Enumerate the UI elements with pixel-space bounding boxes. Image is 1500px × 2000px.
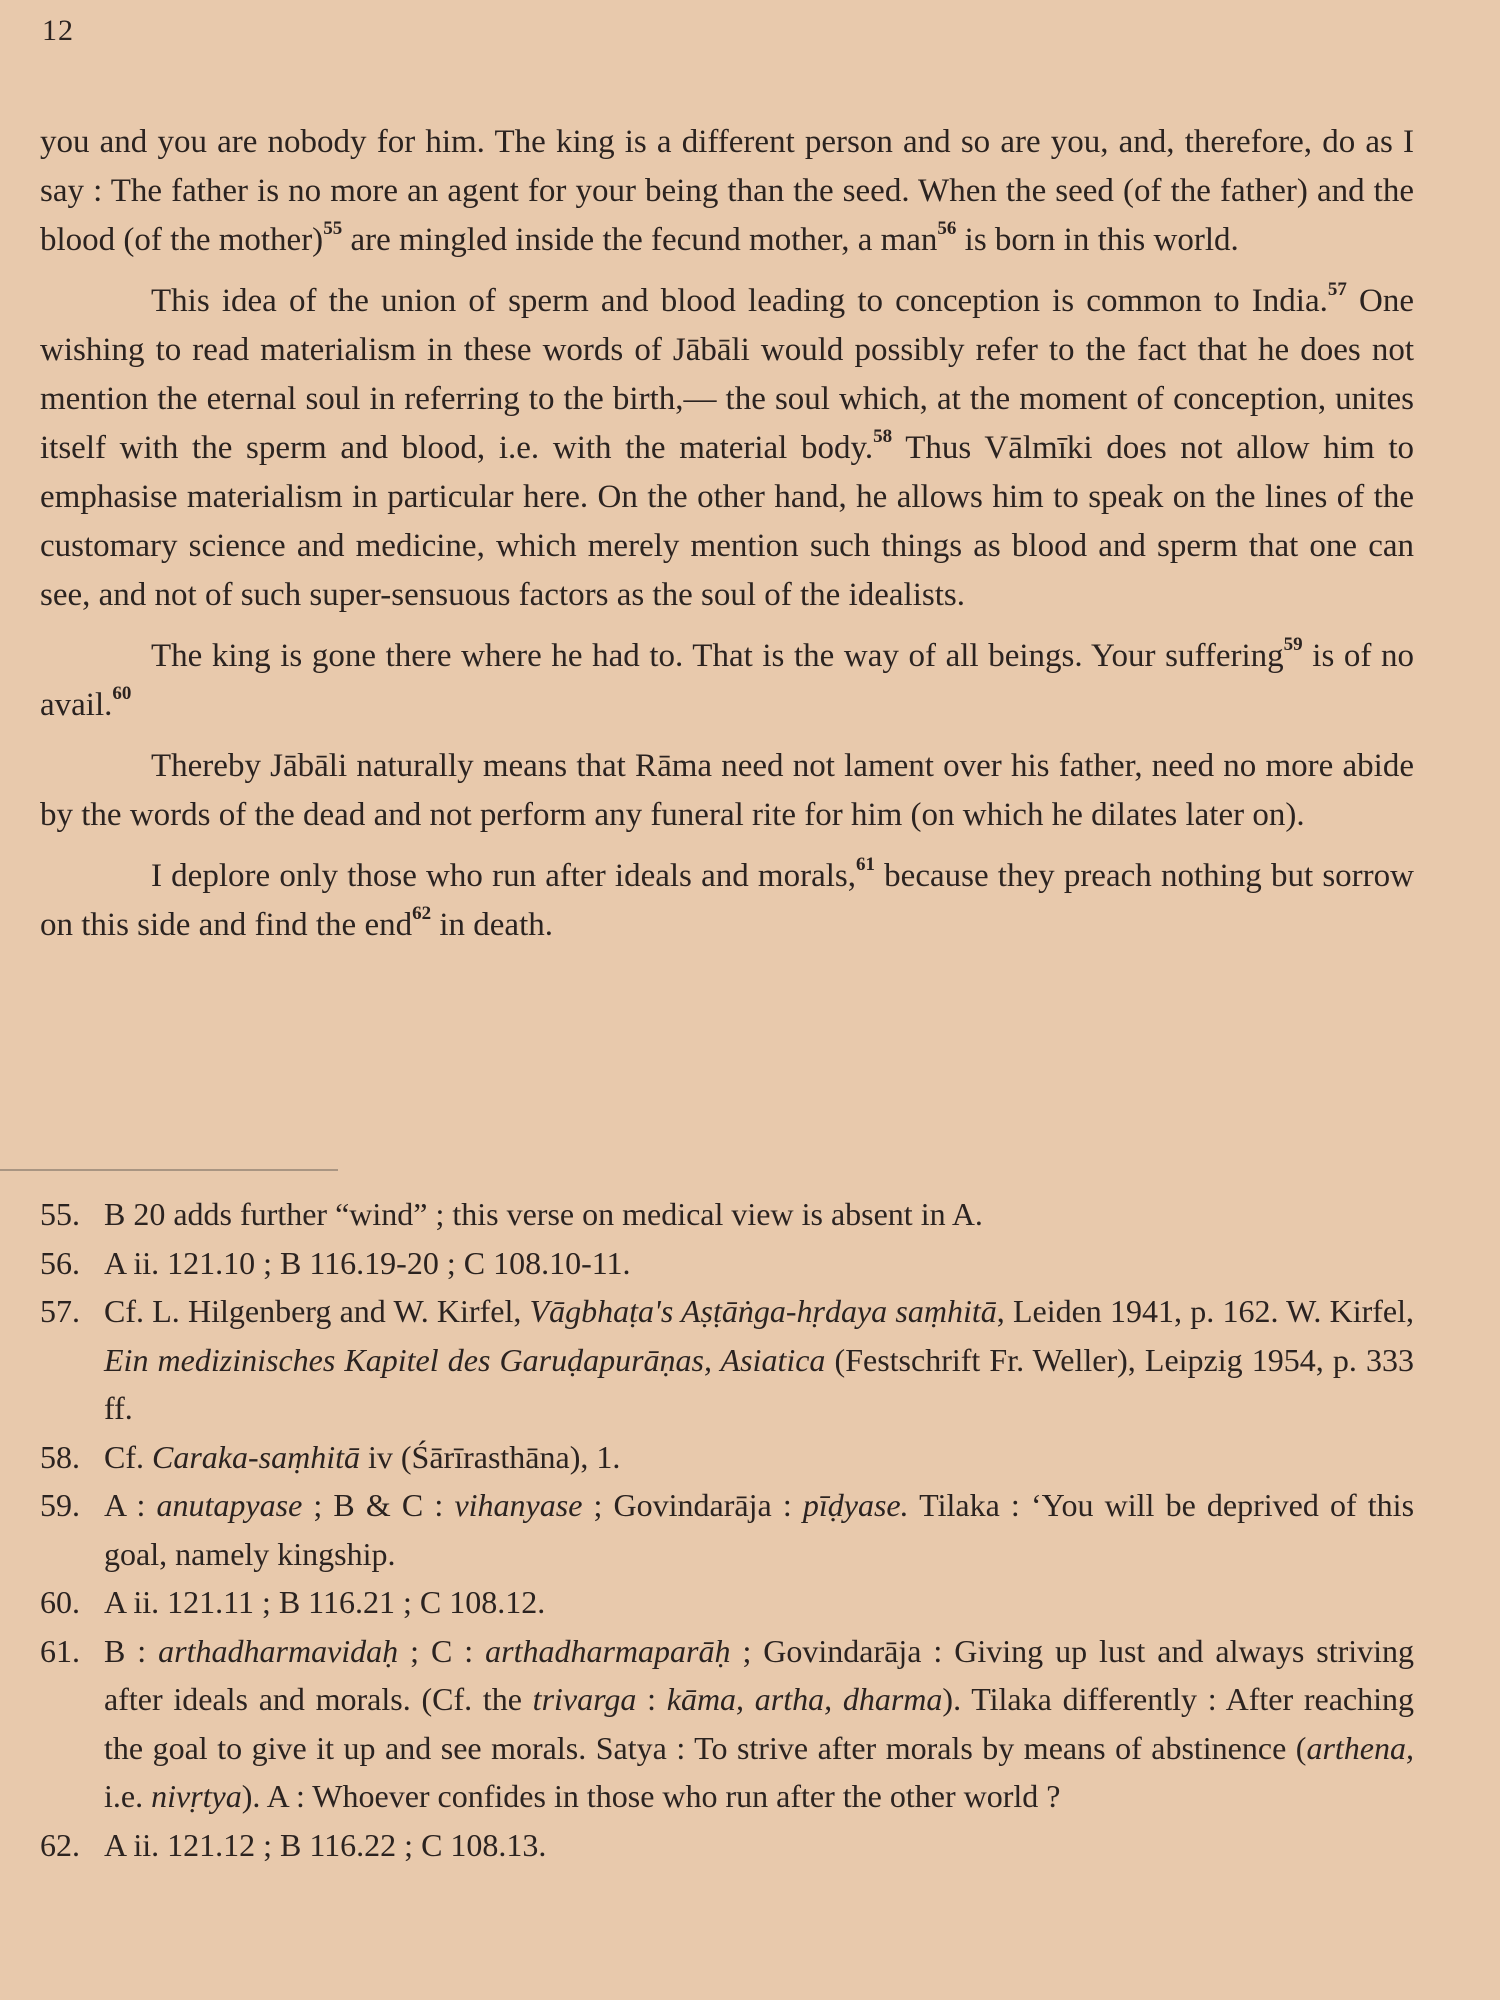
footnote-62: 62. A ii. 121.12 ; B 116.22 ; C 108.13.: [40, 1821, 1414, 1870]
footnote-number: 58.: [40, 1438, 80, 1475]
paragraph-2: This idea of the union of sperm and blood leading to conception is common to India.$^{57}$ One wishing to read materialism in these words of Jābāli would possibly refer to the fact that he does not mention the eternal soul in referring to the birth,— the soul which, at the moment of conception, unites itself with the sperm and blood, i.e. with the material body.$^{58}$ Thus Vālmīki does not allow him to emphasise materialism in particular here. On the other hand, he allows him to speak on the lines of the customary science and medicine, which merely mention such things as blood and sperm that one can see, and not of such super-sensuous factors as the soul of the idealists.: [40, 279, 1414, 613]
footnote-56: 56. A ii. 121.10 ; B 116.19-20 ; C 108.10-11.: [40, 1239, 1414, 1288]
footnote-number: 56.: [40, 1244, 80, 1281]
footnote-number: 60.: [40, 1584, 80, 1620]
footnote-number: 57.: [40, 1293, 80, 1329]
paragraph-5: I deplore only those who run after ideals and morals,$^{61}$ because they preach nothing but sorrow on this side and find the end$^{62}$ in death.: [40, 854, 1414, 943]
footnote-60: 60. A ii. 121.11 ; B 116.21 ; C 108.12.: [40, 1578, 1414, 1627]
footnote-57: 57. Cf. L. Hilgenberg and W. Kirfel, Vāgbhaṭa's Aṣṭāṅga-hṛdaya saṃhitā, Leiden 1941, p. 162. W. Kirfel, Ein medizinisches Kapitel des Garuḍapurāṇas, Asiatica (Festschrift Fr. Weller), Leipzig 1954, p. 333 ff.: [40, 1287, 1414, 1433]
footnote-number: 62.: [40, 1826, 80, 1863]
footnote-58: 58. Cf. Caraka-saṃhitā iv (Śārīrasthāna), 1.: [40, 1433, 1414, 1482]
footnote-number: 59.: [40, 1487, 80, 1523]
footnote-ref-58: 58: [873, 426, 893, 447]
footnote-ref-59: 59: [1283, 634, 1303, 655]
footnote-number: 61.: [40, 1632, 80, 1669]
footnote-number: 55.: [40, 1196, 80, 1232]
page-number: 12: [42, 14, 74, 47]
footnote-ref-61: 61: [855, 854, 875, 875]
paragraph-4: Thereby Jābāli naturally means that Rāma need not lament over his father, need no more abide by the words of the dead and not perform any funeral rite for him (on which he dilates later on).: [40, 748, 1414, 833]
footnote-55: 55. B 20 adds further “wind” ; this verse on medical view is absent in A.: [40, 1190, 1414, 1239]
footnote-ref-62: 62: [412, 903, 432, 924]
paragraph-1: you and you are nobody for him. The king is a different person and so are you, and, therefore, do as I say : The father is no more an agent for your being than the seed. When the seed (of the father) and the blood (of the mother)$^{55}$ are mingled inside the fecund mother, a man$^{56}$ is born in this world.: [40, 124, 1414, 258]
main-text: [40, 118, 1414, 950]
footnote-divider: [0, 1169, 338, 1171]
paragraph-3: The king is gone there where he had to. That is the way of all beings. Your suffering$^{59}$ is of no avail.$^{60}$: [40, 634, 1415, 723]
footnote-ref-60: 60: [112, 683, 132, 704]
footnote-ref-56: 56: [937, 218, 957, 239]
footnotes: [40, 1190, 1414, 1869]
footnote-ref-57: 57: [1327, 279, 1347, 300]
footnote-59: 59. A : anutapyase ; B & C : vihanyase ; Govindarāja : pīḍyase. Tilaka : ‘You will be deprived of this goal, namely kingship.: [40, 1481, 1414, 1578]
footnote-61: 61. B : arthadharmavidaḥ ; C : arthadharmaparāḥ ; Govindarāja : Giving up lust and always striving after ideals and morals. (Cf. the trivarga : kāma, artha, dharma). Tilaka differently : After reaching the goal to give it up and see morals. Satya : To strive after morals by means of abstinence (arthena, i.e. nivṛtya). A : Whoever confides in those who run after the other world ?: [40, 1627, 1414, 1821]
footnote-ref-55: 55: [323, 218, 343, 239]
